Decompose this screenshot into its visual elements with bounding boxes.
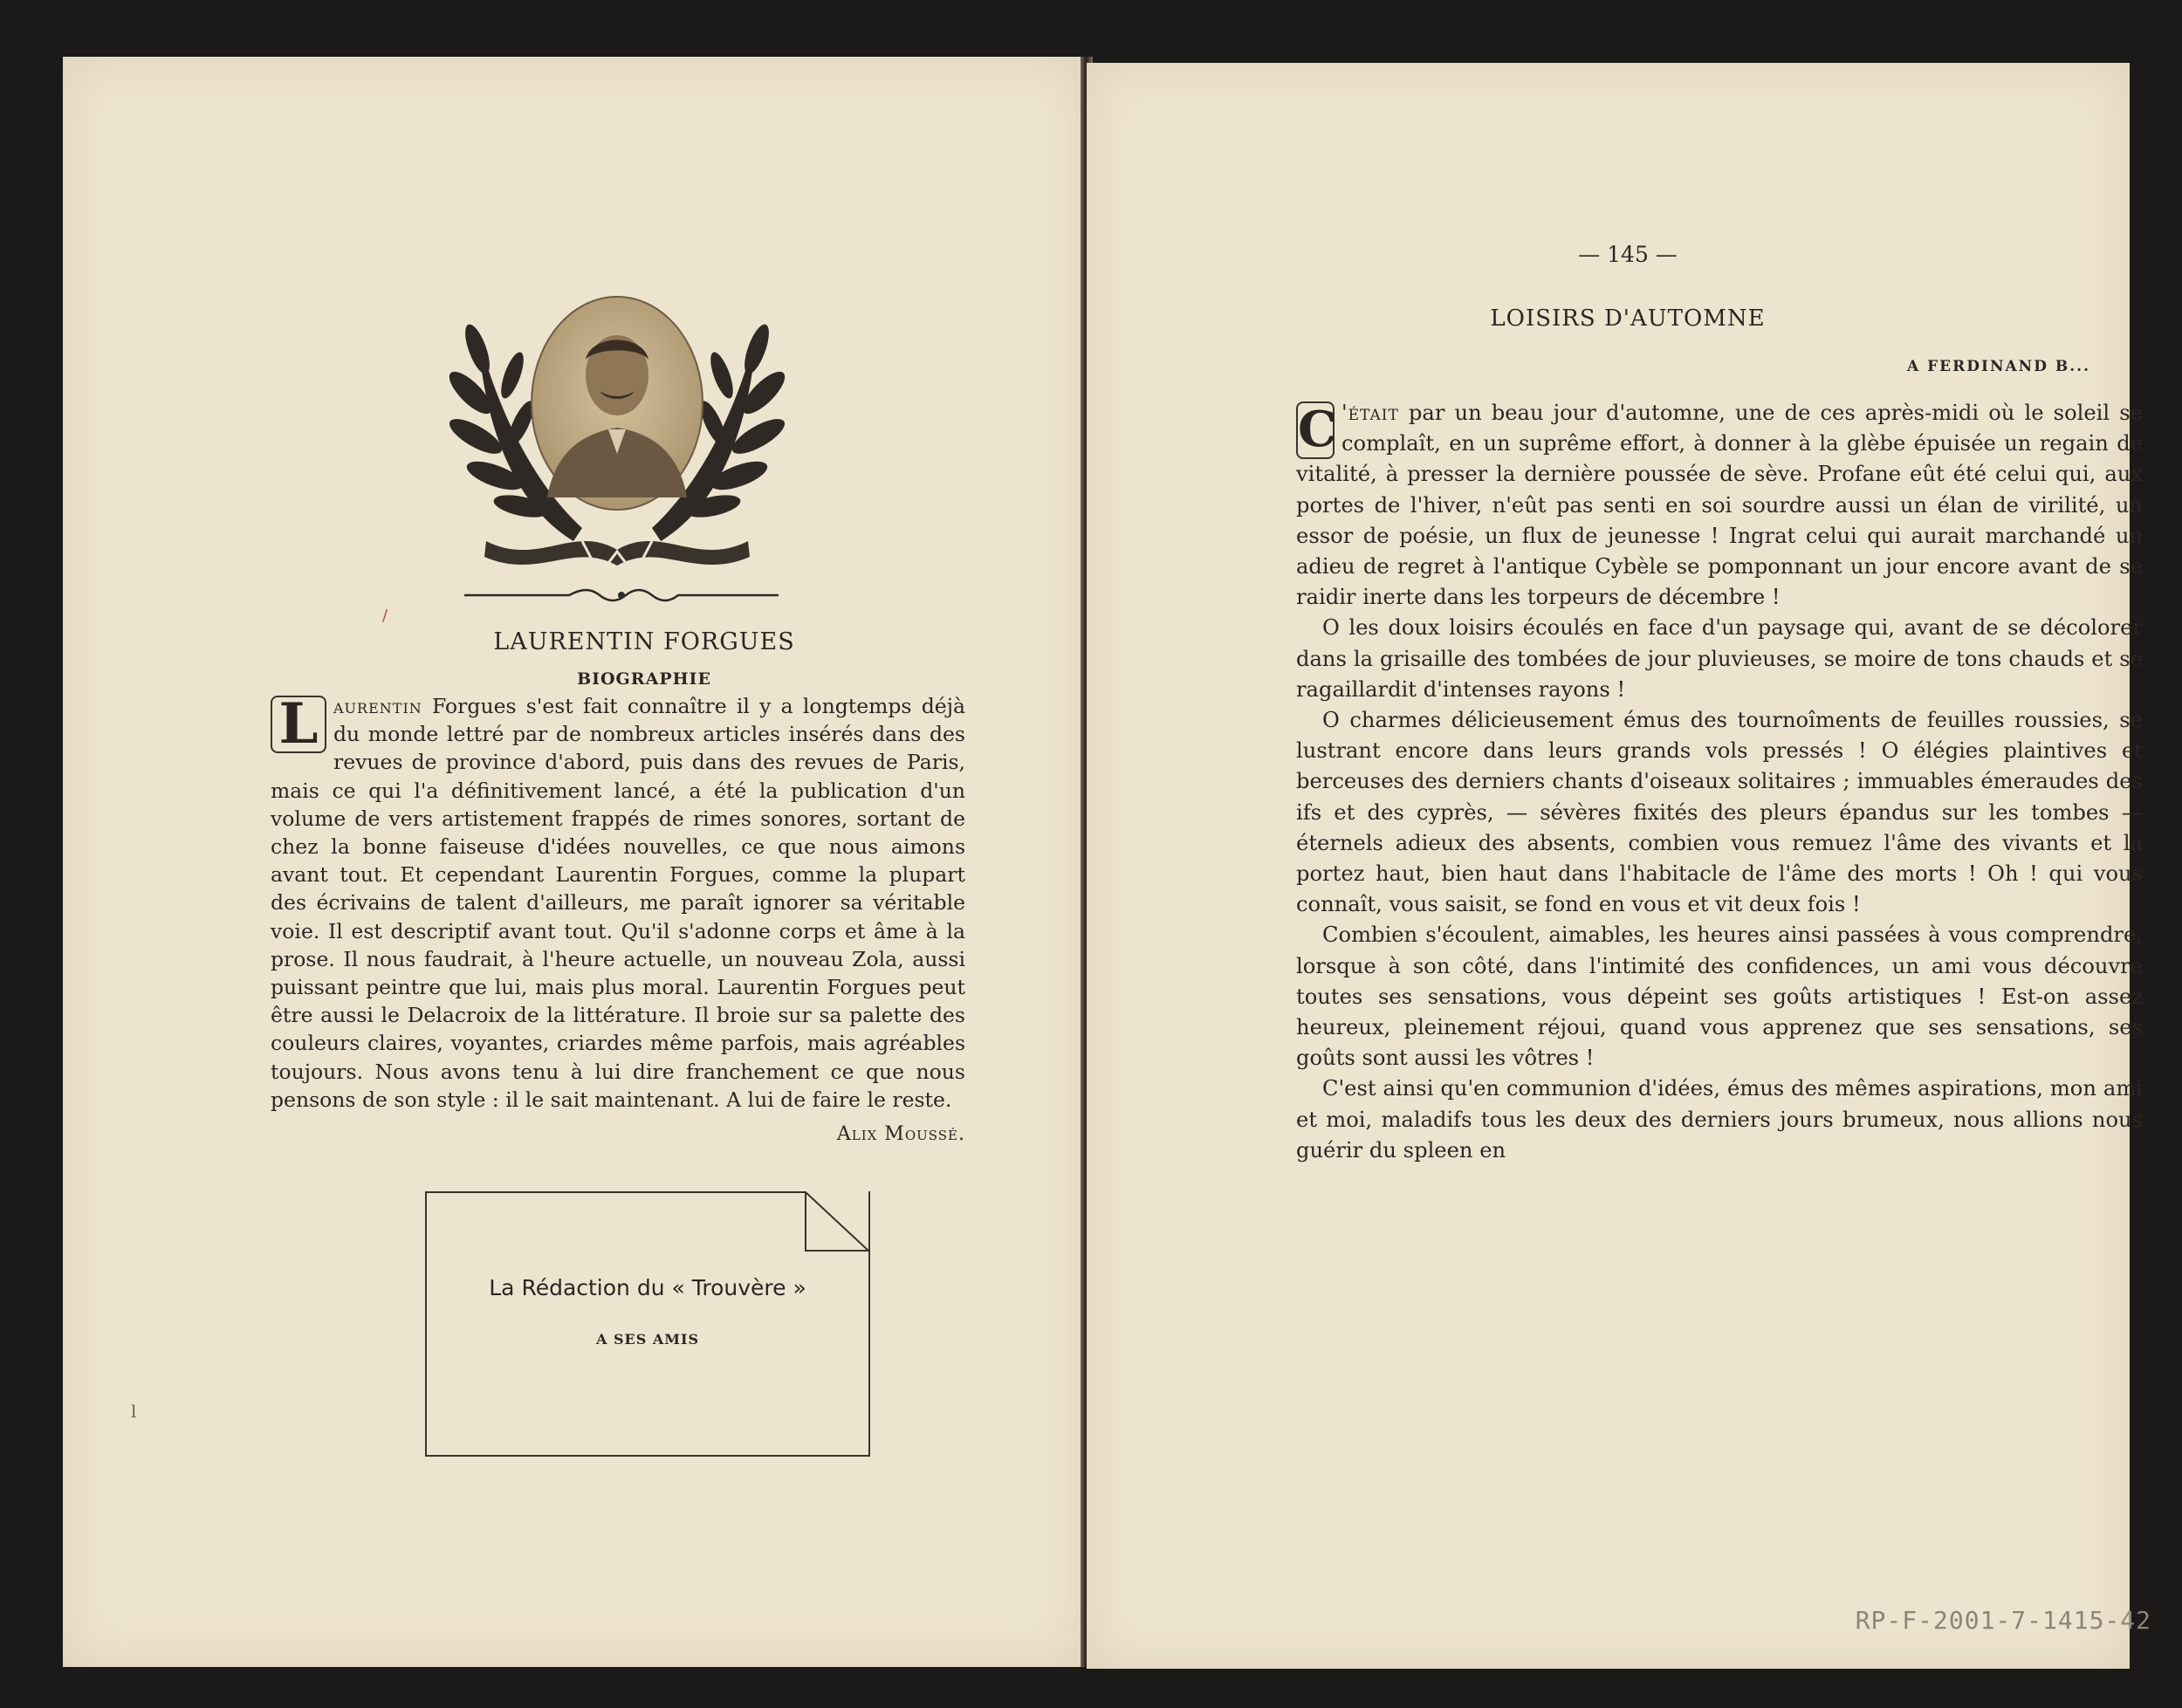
notice-subtitle: A SES AMIS	[595, 1331, 700, 1348]
biography-text	[271, 692, 965, 1114]
story-paragraph: O les doux loisirs écoulés en face d'un paysage qui, avant de se décolorer dans la grisaille des tombées de jour pluvieuses, se moire de tons chauds et se ragaillardit d'intenses rayons !	[1296, 615, 2143, 702]
biography-subtitle: BIOGRAPHIE	[577, 669, 711, 689]
story-paragraph: Combien s'écoulent, aimables, les heures ainsi passées à vous comprendre, lorsque à son côté, dans l'intimité des confidences, un ami vous découvre toutes ses sensations, vous dépeint ses goûts artistiques ! Est-on assez heureux, pleinement réjoui, quand vous apprenez que ses sensations, ses goûts sont aussi les vôtres !	[1296, 923, 2143, 1071]
margin-mark: l	[131, 1401, 137, 1422]
story-paragraph: C'est ainsi qu'en communion d'idées, émus des mêmes aspirations, mon ami et moi, maladifs tous les deux des derniers jours brumeux, nous allions nous guérir du spleen en	[1296, 1076, 2143, 1163]
right-page	[1087, 63, 2151, 1669]
folded-corner-icon	[425, 1191, 870, 1252]
story-text	[1296, 398, 2143, 1166]
story-paragraph	[1296, 398, 2143, 613]
left-page	[63, 57, 1084, 1667]
story-paragraph: O charmes délicieusement émus des tournoîments de feuilles roussies, se lustrant encore dans leurs grands vols pressés ! O élégies plaintives et berceuses des derniers chants d'oiseaux solitaires ; immuables émeraudes des ifs et des cyprès, — sévères fixités des pleurs épandus sur les tombes — éternels adieux des absents, combien vous remuez l'âme des vivants et la portez haut, bien haut dans l'habitacle de l'âme des morts ! Oh ! qui vous connaît, vous saisit, se fond en vous et vit deux fois !	[1296, 708, 2143, 917]
biography-first-word: aurentin	[333, 694, 422, 718]
story-dedication: A FERDINAND B...	[1906, 358, 2090, 375]
story-first-word: 'était	[1341, 401, 1399, 425]
story-paragraph-text: par un beau jour d'automne, une de ces après-midi où le soleil se complaît, en un suprême effort, à donner à la glèbe épuisée un regain de vitalité, à presser la dernière poussée de sève. Profane eût été celui qui, aux portes de l'hiver, n'eût pas senti en soi sourdre aussi un élan de virilité, un essor de poésie, un flux de jeunesse ! Ingrat celui qui aurait marchandé un adieu de regret à l'antique Cybèle se pomponnant un jour encore avant de se raidir inerte dans les torpeurs de décembre !	[1296, 401, 2143, 610]
story-dropcap: C	[1298, 401, 1337, 458]
pencil-tick-mark: /	[382, 607, 388, 625]
story-title: LOISIRS D'AUTOMNE	[1490, 305, 1766, 332]
page-number: — 145 —	[1578, 242, 1678, 267]
biography-title: LAURENTIN FORGUES	[493, 628, 795, 655]
biography-signature: Alix Moussé.	[836, 1123, 965, 1145]
notice-title: La Rédaction du « Trouvère »	[489, 1275, 806, 1300]
ornamental-divider-icon	[464, 585, 779, 606]
biography-body: Forgues s'est fait connaître il y a longtemps déjà du monde lettré par de nombreux articles insérés dans des revues de province d'abord, puis dans des revues de Paris, mais ce qui l'a définitivement lancé, a été la publication d'un volume de vers artistement frappés de rimes sonores, sortant de chez la bonne faiseuse d'idées nouvelles, ce que nous aimons avant tout. Et cependant Laurentin Forgues, comme la plupart des écrivains de talent d'ailleurs, me paraît ignorer sa véritable voie. Il est descriptif avant tout. Qu'il s'adonne corps et âme à la prose. Il nous faudrait, à l'heure actuelle, un nouveau Zola, aussi puissant peintre que lui, mais plus moral. Laurentin Forgues peut être aussi le Delacroix de la littérature. Il broie sur sa palette des couleurs claires, voyantes, criardes même parfois, mais agréables toujours. Nous avons tenu à lui dire franchement ce que nous pensons de son style : il le sait maintenant. A lui de faire le reste.	[271, 694, 965, 1112]
laurel-wreath-portrait-icon	[425, 279, 809, 576]
catalog-number: RP-F-2001-7-1415-42	[1855, 1606, 2151, 1635]
biography-dropcap: L	[271, 696, 326, 753]
notice-box	[425, 1191, 870, 1457]
